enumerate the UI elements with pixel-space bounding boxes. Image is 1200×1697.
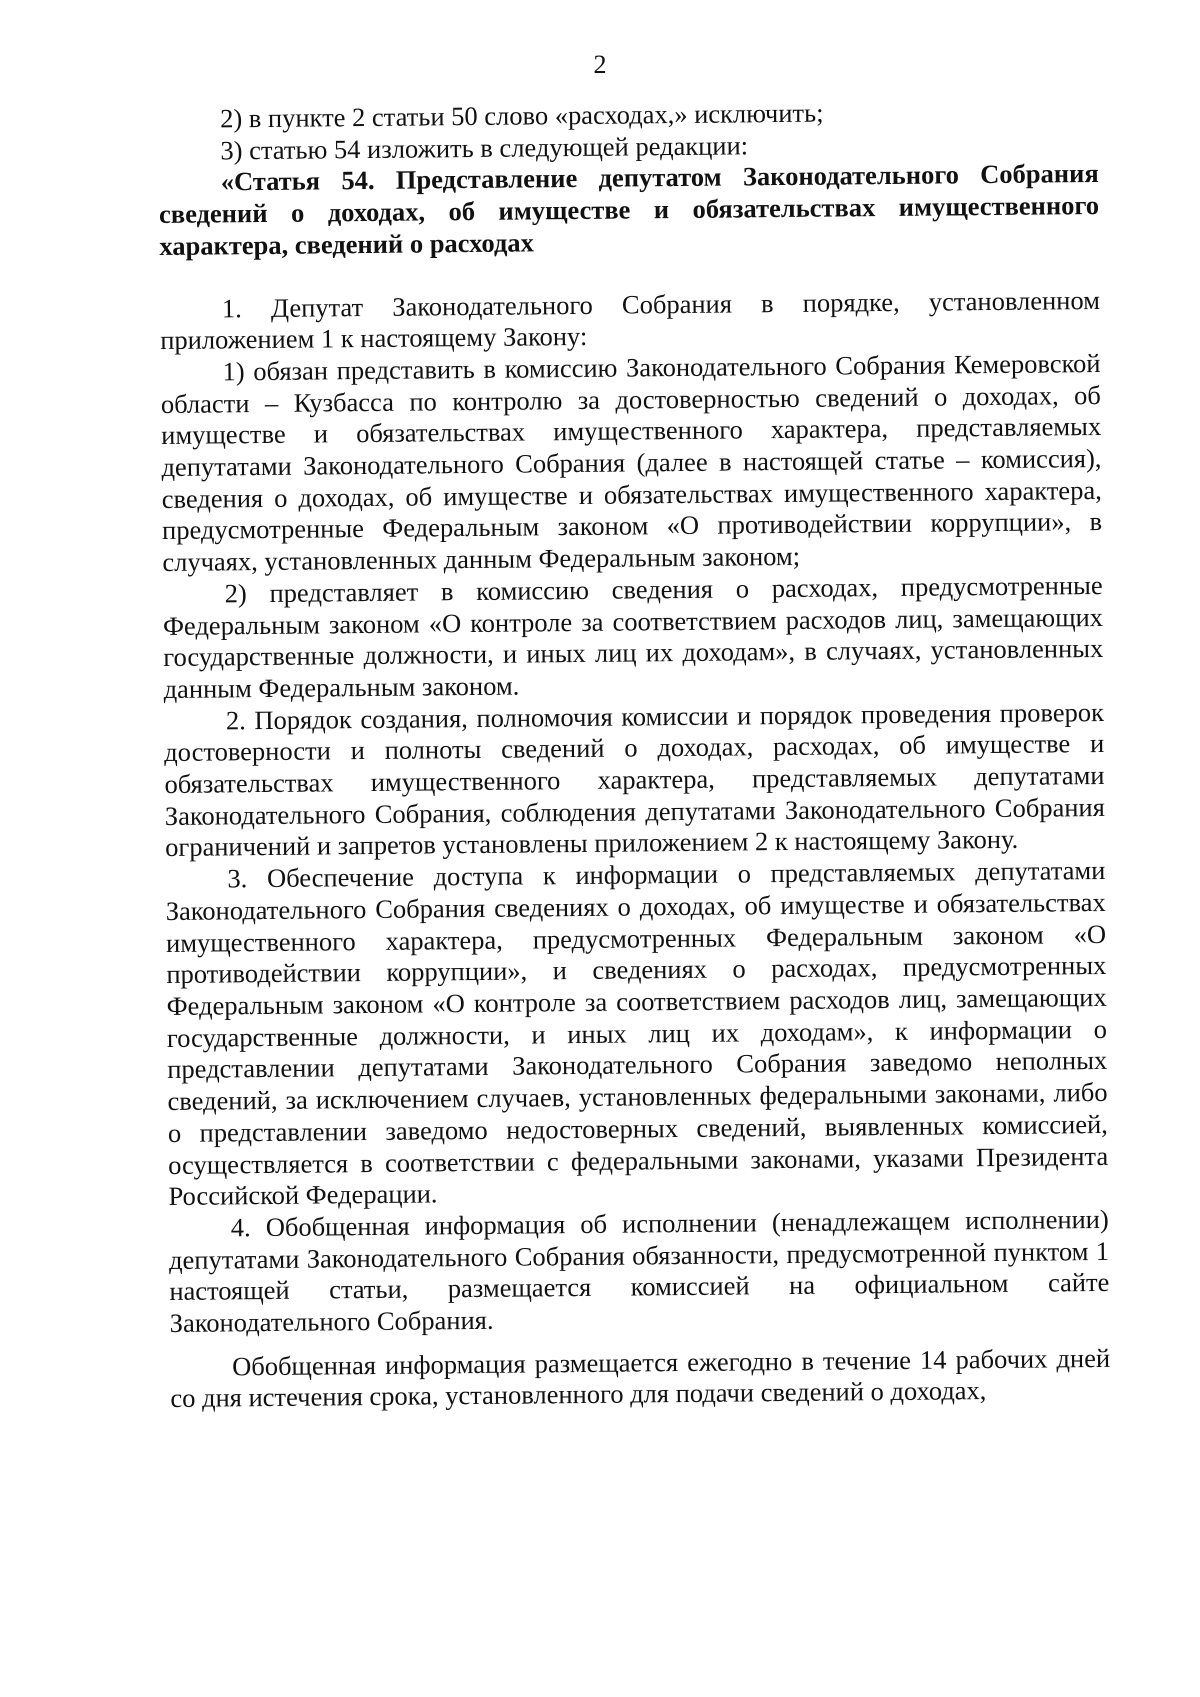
document-body (158, 95, 1111, 1415)
paragraph-clause-3: 3. Обеспечение доступа к информации о представляемых депутатами Законодательного Собрания сведениях о доходах, об имуществе и обязательствах имущественного характера, предусмотренных Федеральным законом «О противодействии коррупции», и сведениях о расходах, предусмотренных Федеральным законом «О контроле за соответствием расходов лиц, замещающих государственные должности, и иных лиц их доходам», к информации о представлении депутатами Законодательного Собрания заведомо неполных сведений, за исключением случаев, установленных федеральными законами, либо о представлении заведомо недостоверных сведений, выявленных комиссией, осуществляется в соответствии с федеральными законами, указами Президента Российской Федерации. (165, 855, 1109, 1212)
paragraph-clause-4: 4. Обобщенная информация об исполнении (ненадлежащем исполнении) депутатами Законодательного Собрания обязанности, предусмотренной пунктом 1 настоящей статьи, размещается комиссией на официальном сайте Законодательного Собрания. (168, 1203, 1110, 1338)
page-number: 2 (593, 50, 607, 79)
paragraph-clause-2: 2. Порядок создания, полномочия комиссии и порядок проведения проверок достоверности и полноты сведений о доходах, расходах, об имуществе и обязательствах имущественного характера, представляемых депутатами Законодательного Собрания, соблюдения депутатами Законодательного Собрания ограничений и запретов установлены приложением 2 к настоящему Закону. (164, 696, 1105, 863)
paragraph-amendment-2: 2) в пункте 2 статьи 50 слово «расходах,» исключить; (219, 97, 824, 134)
paragraph-subclause-2: 2) представляет в комиссию сведения о расходах, предусмотренные Федеральным законом «О контроле за соответствием расходов лиц, замещающих государственные должности, и иных лиц их доходам», в случаях, установленных данным Федеральным законом. (162, 569, 1104, 704)
article-title: «Статья 54. Представление депутатом Законодательного Собрания сведений о доходах, об имуществе и обязательствах имущественного характера, сведений о расходах (158, 158, 1100, 261)
paragraph-clause-1: 1. Депутат Законодательного Собрания в порядке, установленном приложением 1 к настоящему Закону: (160, 284, 1101, 356)
paragraph-amendment-3: 3) статью 54 изложить в следующей редакции: (220, 130, 749, 166)
paragraph-subclause-1: 1) обязан представить в комиссию Законодательного Собрания Кемеровской области – Кузбасса по контролю за достоверностью сведений о доходах, об имуществе и обязательствах имущественного характера, представляемых депутатами Законодательного Собрания (далее в настоящей статье – комиссия), сведения о доходах, об имуществе и обязательствах имущественного характера, предусмотренные Федеральным законом «О противодействии коррупции», в случаях, установленных данным Федеральным законом; (160, 347, 1103, 578)
paragraph-clause-4-continued: Обобщенная информация размещается ежегодно в течение 14 рабочих дней со дня истечения срока, установленного для подачи сведений о доходах, (170, 1342, 1111, 1414)
